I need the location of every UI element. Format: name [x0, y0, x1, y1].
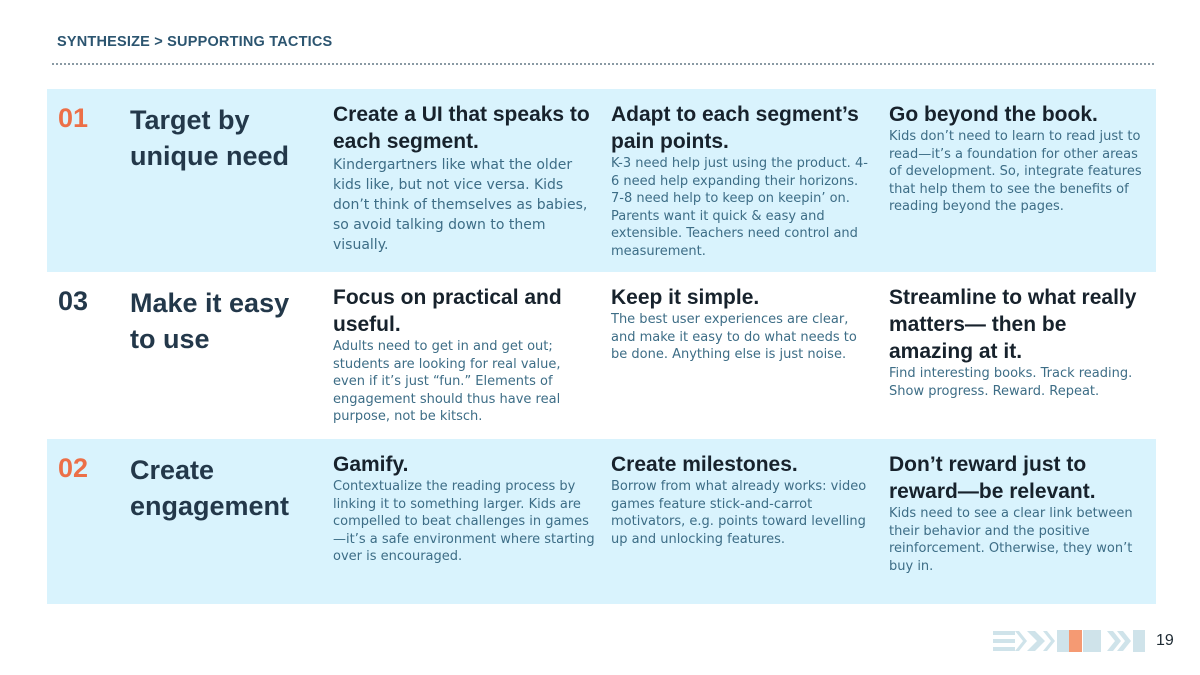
tactic-column	[611, 101, 873, 260]
tactic-column	[889, 284, 1151, 400]
tactic-description: The best user experiences are clear, and make it easy to do what needs to be done. Anything else is just noise.	[611, 312, 857, 362]
row-title: Create engagement	[130, 455, 290, 521]
tactic-description: Kids need to see a clear link between their behavior and the positive reinforcement. Otherwise, they won’t buy in.	[889, 506, 1133, 574]
tactic-heading: Don’t reward just to reward—be relevant.	[889, 453, 1096, 503]
tactic-description: K-3 need help just using the product. 4-6 need help expanding their horizons. 7-8 need help to keep on keepin’ on. Parents want it quick & easy and extensible. Teachers need control and measurement.	[611, 156, 868, 259]
row-title: Target by unique need	[130, 105, 290, 171]
row-number: 01	[58, 103, 89, 133]
tactic-description: Kindergartners like what the older kids like, but not vice versa. Kids don’t think of themselves as babies, so avoid talking down to them visually.	[333, 157, 588, 253]
tactic-column	[333, 284, 595, 426]
tactic-column	[333, 101, 595, 255]
row-number: 02	[58, 453, 89, 483]
tactic-column	[611, 451, 873, 548]
page-number: 19	[1156, 632, 1174, 649]
tactic-description: Find interesting books. Track reading. Show progress. Reward. Repeat.	[889, 366, 1133, 399]
tactic-description: Borrow from what already works: video games feature stick-and-carrot motivators, e.g. points toward levelling up and unlocking features.	[611, 479, 867, 547]
tactic-heading: Create milestones.	[611, 453, 798, 476]
tactic-row-target	[47, 89, 1156, 272]
tactic-column	[889, 101, 1151, 216]
row-title: Make it easy to use	[130, 288, 290, 354]
tactic-heading: Focus on practical and useful.	[333, 286, 562, 336]
tactic-description: Adults need to get in and get out; students are looking for real value, even if it’s just “fun.” Elements of engagement should thus have real purpose, not be kitsch.	[333, 339, 561, 424]
row-number: 03	[58, 286, 89, 316]
tactic-description: Contextualize the reading process by linking it to something larger. Kids are compelled to beat challenges in games—it’s a safe environment where starting over is encouraged.	[333, 479, 595, 564]
tactic-description: Kids don’t need to learn to read just to read—it’s a foundation for other areas of development. So, integrate features that help them to see the benefits of reading beyond the pages.	[889, 129, 1142, 214]
dotted-divider	[52, 63, 1154, 65]
tactic-heading: Keep it simple.	[611, 286, 760, 309]
breadcrumb: SYNTHESIZE > SUPPORTING TACTICS	[57, 34, 333, 50]
tactic-row-easy	[47, 272, 1156, 439]
tactic-heading: Adapt to each segment’s pain points.	[611, 103, 859, 153]
tactic-column	[611, 284, 873, 364]
tactic-heading: Gamify.	[333, 453, 409, 476]
tactic-column	[333, 451, 595, 566]
tactic-row-engagement	[47, 439, 1156, 604]
tactic-heading: Create a UI that speaks to each segment.	[333, 103, 590, 153]
tactic-heading: Go beyond the book.	[889, 103, 1098, 126]
chevron-progress-logo-icon	[993, 629, 1145, 653]
tactic-column	[889, 451, 1151, 575]
tactic-heading: Streamline to what really matters— then be amazing at it.	[889, 286, 1137, 363]
